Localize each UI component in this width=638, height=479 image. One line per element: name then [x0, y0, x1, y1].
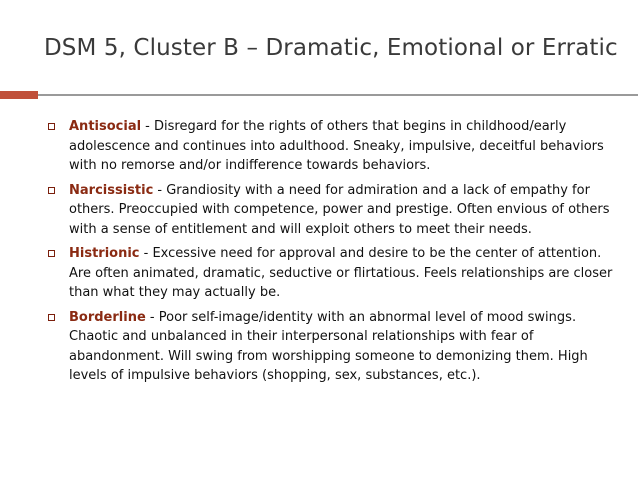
- bullet-text: - Excessive need for approval and desire to be the center of attention. Are often animated, dramatic, seductive or flirtatious. Feels relationships are closer than what they may actually be.: [69, 246, 613, 300]
- title-accent-bar: [0, 91, 38, 99]
- bullet-item-antisocial: [46, 117, 620, 176]
- bullet-text: - Grandiosity with a need for admiration and a lack of empathy for others. Preoccupied with competence, power and prestige. Often envious of others with a sense of entitlement and will exploit others to meet their needs.: [69, 182, 610, 237]
- bullet-item-histrionic: [46, 244, 620, 303]
- bullet-item-narcissistic: [46, 181, 620, 240]
- bullet-term: Histrionic: [69, 246, 140, 261]
- square-bullet-icon: [48, 314, 55, 321]
- square-bullet-icon: [48, 250, 55, 257]
- bullet-list: [46, 117, 620, 391]
- slide-title: DSM 5, Cluster B – Dramatic, Emotional or Erratic: [44, 35, 618, 61]
- title-divider: [38, 94, 638, 96]
- bullet-item-borderline: [46, 308, 620, 386]
- bullet-term: Narcissistic: [69, 182, 154, 198]
- square-bullet-icon: [48, 187, 55, 194]
- bullet-text: - Poor self-image/identity with an abnormal level of mood swings. Chaotic and unbalanced in their interpersonal relationships with fear of abandonment. Will swing from worshipping someone to demonizing them. High levels of impulsive behaviors (shopping, sex, substances, etc.).: [69, 309, 588, 383]
- bullet-term: Antisocial: [69, 119, 142, 134]
- square-bullet-icon: [48, 123, 55, 130]
- bullet-term: Borderline: [69, 309, 146, 325]
- bullet-text: - Disregard for the rights of others that begins in childhood/early adolescence and continues into adulthood. Sneaky, impulsive, deceitful behaviors with no remorse and/or indifference towards behaviors.: [69, 119, 604, 173]
